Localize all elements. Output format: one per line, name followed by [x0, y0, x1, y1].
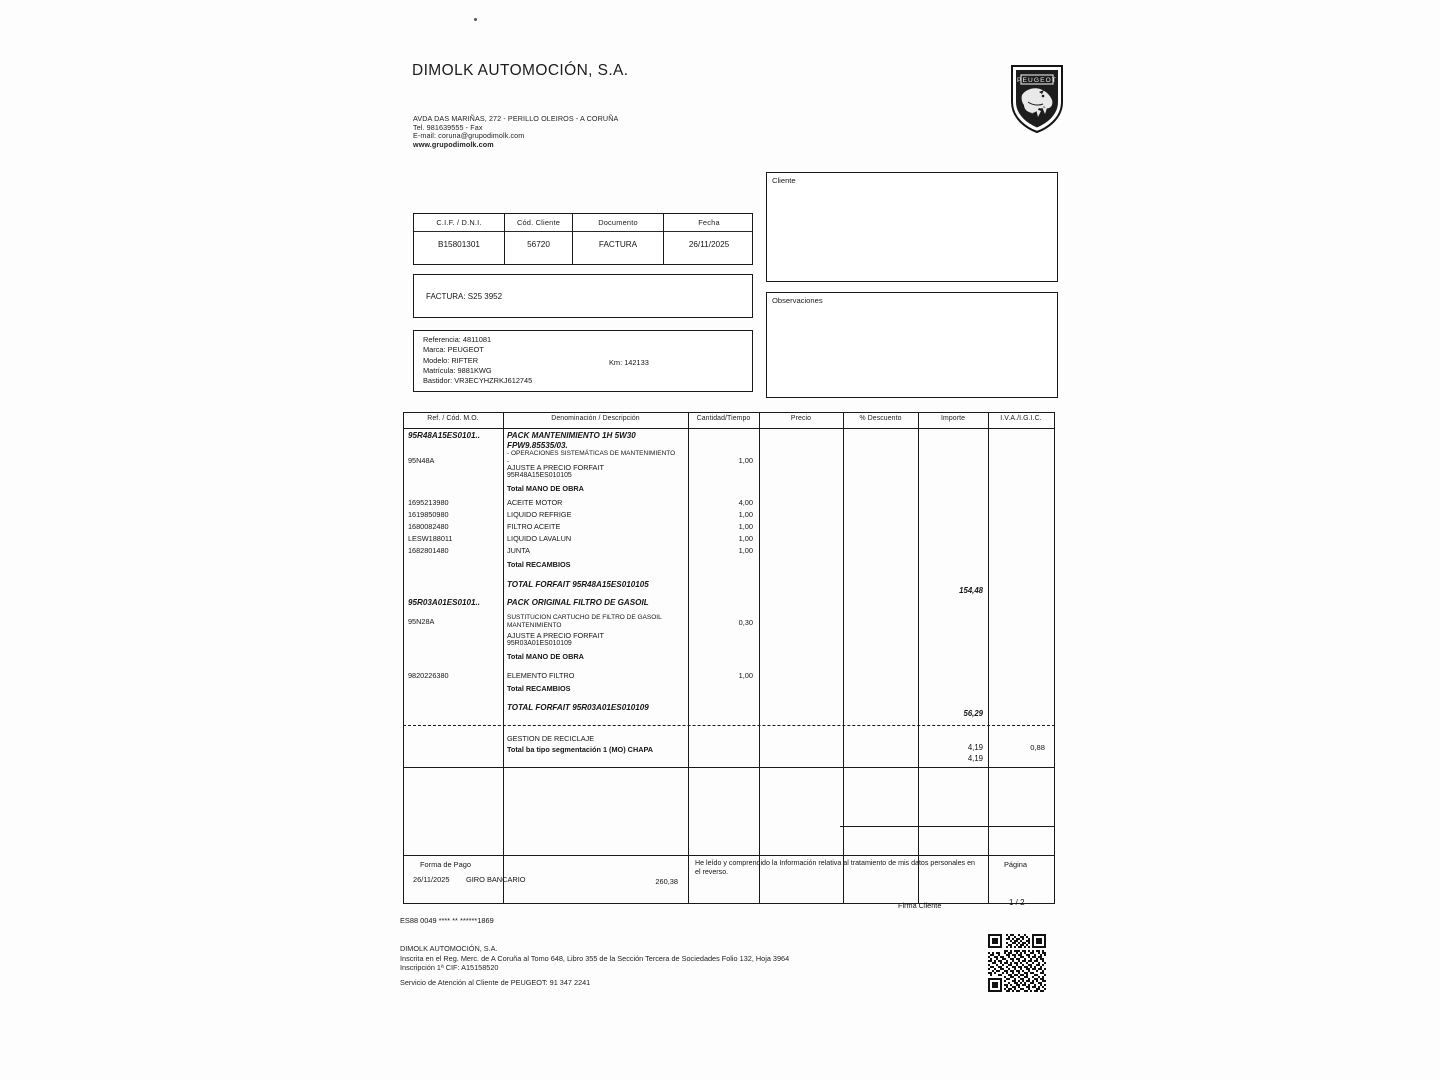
- company-street: AVDA DAS MARIÑAS, 272 - PERILLO OLEIROS - A CORUÑA: [413, 114, 619, 123]
- company-email: E-mail: coruna@grupodimolk.com: [413, 131, 525, 141]
- meta-value-documento: FACTURA: [598, 240, 638, 249]
- line-qty-7: 1,00: [738, 534, 753, 543]
- line-ref-5: 1619850980: [408, 510, 449, 519]
- forma-de-pago-label: Forma de Pago: [420, 860, 471, 869]
- line-ref-12: 95N28A: [408, 617, 435, 626]
- invoice-ref-text: FACTURA: S25 3952: [426, 292, 503, 301]
- line-ref-11: 95R03A01ES0101..: [408, 598, 480, 607]
- footer-top-rule: [403, 855, 1055, 856]
- line-desc2-0: FPW9.85535/03.: [507, 441, 568, 450]
- totals-top-rule: [840, 826, 1055, 827]
- vehicle-marca: Marca: PEUGEOT: [423, 345, 484, 355]
- col-header-descuento: % Descuento: [859, 415, 902, 422]
- line-ref-1: 95N48A: [408, 456, 435, 465]
- lines-header-rule: [403, 428, 1055, 429]
- line-desc-0: PACK MANTENIMIENTO 1H 5W30: [507, 431, 636, 440]
- meta-header-documento: Documento: [598, 218, 638, 227]
- observaciones-box[interactable]: [766, 292, 1058, 398]
- invoice-ref-box: [413, 274, 753, 318]
- line-desc-1: - OPERACIONES SISTEMÁTICAS DE MANTENIMIENTO: [507, 450, 676, 457]
- consent-text: He leído y comprendido la Información relativa al tratamiento de mis datos personales en el reverso.: [695, 859, 975, 877]
- line-desc-5: LIQUIDO REFRIGE: [507, 510, 572, 519]
- vehicle-matricula: Matrícula: 9881KWG: [423, 365, 492, 375]
- line-qty-4: 4,00: [738, 498, 753, 507]
- company-address-block: [413, 115, 618, 149]
- meta-header-cif: C.I.F. / D.N.I.: [436, 218, 482, 227]
- line-qty-8: 1,00: [738, 546, 753, 555]
- logo-wordmark: PEUGEOT: [1017, 77, 1057, 84]
- col-sep-qty: [759, 412, 760, 904]
- line-desc-10: TOTAL FORFAIT 95R48A15ES010105: [507, 580, 649, 589]
- meta-value-codcliente: 56720: [527, 240, 550, 249]
- cliente-label: Cliente: [772, 176, 796, 185]
- meta-header-codcliente: Cód. Cliente: [516, 218, 561, 227]
- line-ref-15: 9820226380: [408, 671, 449, 680]
- vehicle-km: Km: 142133: [609, 358, 649, 367]
- company-website: www.grupodimolk.com: [413, 139, 494, 149]
- extra-importe-1: 4,19: [967, 754, 983, 763]
- line-desc2-1: -: [507, 458, 510, 465]
- line-desc-15: ELEMENTO FILTRO: [507, 671, 575, 680]
- vehicle-bastidor: Bastidor: VR3ECYHZRKJ612745: [423, 376, 533, 386]
- vehicle-referencia: Referencia: 4811081: [423, 335, 492, 344]
- col-header-precio: Precio: [790, 415, 812, 422]
- line-desc-4: ACEITE MOTOR: [507, 498, 563, 507]
- lines-table-border: [403, 412, 1055, 904]
- extra-importe-0: 4,19: [967, 743, 983, 752]
- line-desc2-13: 95R03A01ES010109: [507, 640, 572, 647]
- line-qty-1: 1,00: [738, 456, 753, 465]
- col-sep-ref: [503, 412, 504, 904]
- peugeot-logo: [1008, 62, 1066, 134]
- meta-cell-cif: [414, 214, 505, 264]
- footer-registry: Inscrita en el Reg. Merc. de A Coruña al Tomo 648, Libro 355 de la Sección Tercera de Sociedades Folio 132, Hoja 3964 Inscripción 1ª CIF: A15158520: [400, 953, 790, 973]
- line-qty-12: 0,30: [738, 618, 753, 627]
- vehicle-modelo: Modelo: RIFTER: [423, 355, 479, 365]
- col-header-iva: I.V.A./I.G.I.C.: [1000, 415, 1042, 422]
- line-importe-17: 56,29: [963, 709, 983, 718]
- signature-label: Firma Cliente: [898, 901, 942, 910]
- scan-speck: [474, 18, 477, 21]
- meta-header-fecha: Fecha: [698, 218, 720, 227]
- line-desc2-2: 95R48A15ES010105: [507, 472, 572, 479]
- meta-cell-documento: [573, 214, 664, 264]
- iban-line: ES88 0049 **** ** ******1869: [400, 916, 494, 925]
- line-desc-8: JUNTA: [507, 546, 530, 555]
- line-importe-10: 154,48: [959, 586, 983, 595]
- meta-cell-fecha: [664, 214, 754, 264]
- line-desc-16: Total RECAMBIOS: [507, 684, 571, 693]
- line-desc-14: Total MANO DE OBRA: [507, 652, 584, 661]
- col-sep-importe: [988, 412, 989, 904]
- footer-customer-service: Servicio de Atención al Cliente de PEUGEOT: 91 347 2241: [400, 977, 591, 987]
- meta-cell-codcliente: [505, 214, 573, 264]
- line-desc-3: Total MANO DE OBRA: [507, 484, 584, 493]
- page-label: Página: [1004, 860, 1028, 869]
- company-phone: Tel. 981639555 - Fax: [413, 122, 483, 132]
- line-desc-13: AJUSTE A PRECIO FORFAIT: [507, 631, 604, 640]
- observaciones-label: Observaciones: [772, 296, 823, 305]
- company-name: DIMOLK AUTOMOCIÓN, S.A.: [412, 62, 629, 79]
- meta-table: [413, 213, 753, 265]
- payment-method: GIRO BANCARIO: [466, 875, 526, 884]
- lines-lower-rule: [403, 767, 1055, 768]
- line-desc-7: LIQUIDO LAVALUN: [507, 534, 572, 543]
- col-header-desc: Denominación / Descripción: [551, 415, 640, 422]
- line-desc-6: FILTRO ACEITE: [507, 522, 561, 531]
- col-header-qty: Cantidad/Tiempo: [696, 415, 751, 422]
- footer-company: DIMOLK AUTOMOCIÓN, S.A.: [400, 944, 498, 953]
- line-desc-2: AJUSTE A PRECIO FORFAIT: [507, 463, 604, 472]
- line-qty-5: 1,00: [738, 510, 753, 519]
- extra-desc-1: Total ba tipo segmentación 1 (MO) CHAPA: [507, 745, 654, 754]
- footer-legal: [400, 944, 790, 987]
- line-desc2-12: MANTENIMIENTO: [507, 622, 562, 629]
- vehicle-details: [423, 335, 532, 386]
- payment-amount: 260,38: [655, 877, 678, 886]
- line-desc-17: TOTAL FORFAIT 95R03A01ES010109: [507, 703, 649, 712]
- line-ref-7: LESW188011: [408, 534, 453, 543]
- line-ref-6: 1680082480: [408, 522, 449, 531]
- line-desc-11: PACK ORIGINAL FILTRO DE GASOIL: [507, 598, 649, 607]
- line-desc-12: SUSTITUCION CARTUCHO DE FILTRO DE GASOIL: [507, 614, 662, 621]
- col-sep-precio: [843, 412, 844, 904]
- lines-dashed-separator: [403, 725, 1055, 726]
- col-header-importe: Importe: [940, 415, 966, 422]
- line-qty-6: 1,00: [738, 522, 753, 531]
- col-sep-desc: [688, 412, 689, 904]
- payment-date: 26/11/2025: [413, 875, 450, 884]
- footer-sep-1: [688, 855, 689, 904]
- line-ref-0: 95R48A15ES0101..: [408, 431, 480, 440]
- line-desc-9: Total RECAMBIOS: [507, 560, 571, 569]
- line-ref-8: 1682801480: [408, 546, 449, 555]
- meta-value-fecha: 26/11/2025: [688, 240, 730, 249]
- qr-code: [988, 934, 1046, 992]
- vehicle-box: [413, 330, 753, 392]
- extra-iva-0: 0,88: [1030, 743, 1045, 752]
- page-value: 1 / 2: [1009, 898, 1025, 907]
- meta-value-cif: B15801301: [438, 240, 480, 249]
- cliente-box[interactable]: [766, 172, 1058, 282]
- line-ref-4: 1695213980: [408, 498, 449, 507]
- lines-table: [403, 412, 1055, 910]
- col-header-ref: Ref. / Cód. M.O.: [427, 415, 479, 422]
- footer-sep-2: [988, 855, 989, 904]
- extra-desc-0: GESTION DE RECICLAJE: [507, 734, 595, 743]
- line-qty-15: 1,00: [738, 671, 753, 680]
- col-sep-desc-pct: [918, 412, 919, 904]
